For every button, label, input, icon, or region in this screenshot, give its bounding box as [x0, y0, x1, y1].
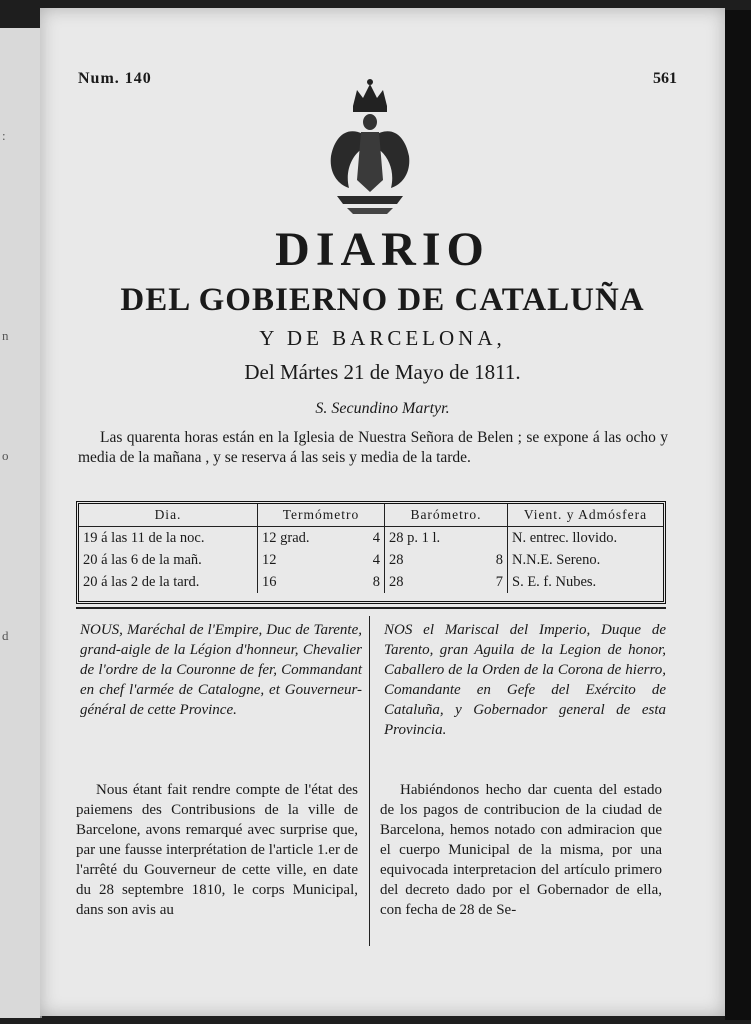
masthead-title: DIARIO [275, 223, 490, 276]
section-divider [76, 607, 666, 609]
weather-viento: N. entrec. llovido. [512, 529, 618, 546]
newspaper-page [40, 8, 725, 1016]
weather-header-dia: Dia. [79, 504, 258, 527]
weather-termometro: 16 8 [258, 571, 385, 593]
masthead-subtitle: DEL GOBIERNO DE CATALUÑA [120, 282, 645, 318]
weather-viento: N.N.E. Sereno. [512, 551, 601, 568]
weather-table [76, 501, 666, 604]
weather-header-barometro: Barómetro. [385, 504, 508, 527]
spanish-decree-body: Habiéndonos hecho dar cuenta del estado de los pagos de contribucion de la ciudad de Barcelona, hemos notado con admiracion que el cuerpo Municipal de la misma, por una equivocada interpretacion del artículo primero del decreto dado por el Gobernador de ella, con fecha de 28 de Se- [380, 782, 662, 918]
weather-termometro: 12 grad. 4 [258, 527, 385, 550]
religious-notice: Las quarenta horas están en la Iglesia de Nuestra Señora de Belen ; se expone á las ocho y media de la mañana , y se reserva á las seis y media de la tarde. [78, 429, 668, 466]
weather-row [79, 549, 663, 571]
issue-number: Num. 140 [78, 70, 152, 87]
weather-viento: S. E. f. Nubes. [512, 573, 597, 590]
weather-dia: 19 á las 11 de la noc. [79, 527, 258, 550]
weather-header-viento: Vient. y Admósfera [508, 504, 664, 527]
weather-termometro: 12 4 [258, 549, 385, 571]
spanish-decree-intro: NOS el Mariscal del Imperio, Duque de Tarento, gran Aguila de la Legion de honor, Caballero de la Orden de la Corona de hierro, Comandante en Gefe del Exército de Cataluña, y Gobernador general de esta Provincia. [384, 622, 666, 738]
weather-barometro: 28 8 [385, 549, 508, 571]
french-decree-body: Nous étant fait rendre compte de l'état des paiemens des Contribusions de la ville de Barcelone, avons remarqué avec surprise que, par une fausse interprétation de l'article 1.er de l'arrêté du Gouverneur de cette ville, en date du 28 septembre 1810, le corps Municipal, dans son avis au [76, 782, 358, 918]
weather-row [79, 527, 663, 550]
facing-page-edge [0, 28, 42, 1018]
crowned-eagle-icon [327, 76, 413, 224]
weather-dia: 20 á las 6 de la mañ. [79, 549, 258, 571]
facing-page-fragment: : [2, 128, 6, 143]
saint-of-day: S. Secundino Martyr. [315, 400, 450, 417]
weather-barometro: 28 p. 1 l. [385, 527, 508, 550]
issue-date: Del Mártes 21 de Mayo de 1811. [244, 360, 521, 384]
weather-row [79, 571, 663, 593]
page-number: 561 [653, 70, 677, 87]
facing-page-fragment: o [2, 448, 9, 463]
facing-page-fragment: n [2, 328, 9, 343]
weather-header-termometro: Termómetro [258, 504, 385, 527]
weather-dia: 20 á las 2 de la tard. [79, 571, 258, 593]
column-divider [369, 616, 370, 946]
book-edge [725, 10, 751, 1020]
facing-page-fragment: d [2, 628, 9, 643]
weather-barometro: 28 7 [385, 571, 508, 593]
french-decree-intro: NOUS, Maréchal de l'Empire, Duc de Tarente, grand-aigle de la Légion d'honneur, Chevalier de l'ordre de la Couronne de fer, Commandant en chef l'armée de Catalogne, et Gouverneur-général de cette Province. [80, 622, 362, 718]
masthead-subtitle-2: Y DE BARCELONA, [259, 326, 506, 350]
